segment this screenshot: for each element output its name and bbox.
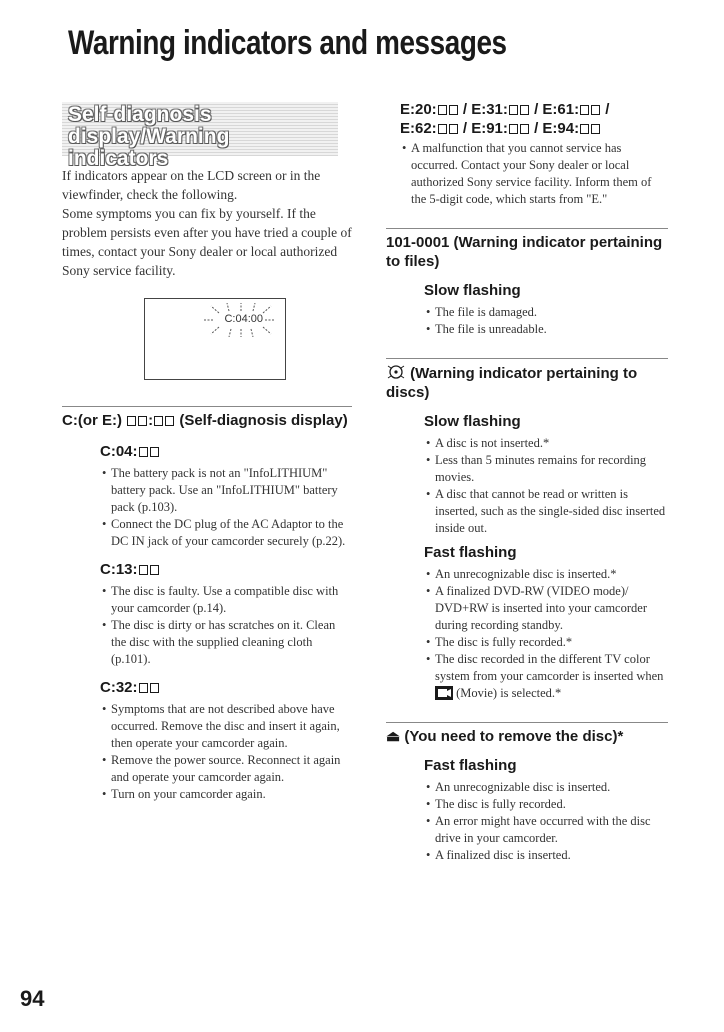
left-column <box>62 96 352 803</box>
banner-line-1: Self-diagnosis display/Warning <box>68 103 230 148</box>
divider <box>386 358 668 359</box>
digit-box-icon <box>591 124 600 134</box>
code-c13-heading <box>100 560 352 579</box>
code-label: C:04: <box>100 443 138 460</box>
list-item: • An unrecognizable disc is inserted. <box>426 779 668 796</box>
digit-box-icon <box>139 447 148 457</box>
digit-box-icon <box>449 105 458 115</box>
digit-box-icon <box>509 105 518 115</box>
lcd-code-text: C:04:00 <box>224 313 263 325</box>
file-warning-list <box>426 304 668 338</box>
separator: / <box>462 120 468 137</box>
disc-slow-subheading: Slow flashing <box>424 413 521 430</box>
disc-slow-list <box>426 435 668 537</box>
self-diagnosis-heading: C:(or E:) : (Self-diagnosis display) <box>62 412 348 429</box>
list-item: • A disc that cannot be read or written is inserted, such as the single-sided disc inserted inside out. <box>426 486 668 537</box>
separator: / <box>534 120 539 137</box>
eject-icon: ⏏ <box>386 728 401 745</box>
digit-box-icon <box>127 416 136 426</box>
movie-mode-icon <box>435 686 453 700</box>
self-diagnosis-prefix: C:(or E:) <box>62 412 122 429</box>
digit-box-icon <box>520 105 529 115</box>
digit-box-icon <box>138 416 147 426</box>
section-banner-title <box>68 104 338 170</box>
list-item: • The battery pack is not an "InfoLITHIUM" battery pack. Use an "InfoLITHIUM" battery pack (p.103). <box>102 465 352 516</box>
disc-fast-subheading: Fast flashing <box>424 544 517 561</box>
code-c32-list <box>102 701 352 803</box>
disc-warning-icon <box>386 363 406 381</box>
section-banner <box>62 102 338 170</box>
lcd-screen-illustration <box>144 298 286 380</box>
digit-box-icon <box>150 683 159 693</box>
list-item: • A disc is not inserted.* <box>426 435 668 452</box>
disc-warning-title: (Warning indicator pertaining to discs) <box>386 365 638 401</box>
list-item: • The disc is dirty or has scratches on it. Clean the disc with the supplied cleaning cloth (p.101). <box>102 617 352 668</box>
e-code-label: E:61: <box>542 101 580 118</box>
list-item: • A finalized DVD-RW (VIDEO mode)/ DVD+RW is inserted into your camcorder during recording standby. <box>426 583 668 634</box>
list-item: • The disc is fully recorded. <box>426 796 668 813</box>
separator: / <box>534 101 539 118</box>
right-column <box>386 100 668 864</box>
list-item: • An error might have occurred with the disc drive in your camcorder. <box>426 813 668 847</box>
digit-box-icon <box>449 124 458 134</box>
digit-box-icon <box>139 683 148 693</box>
list-item <box>426 651 668 702</box>
code-label: C:13: <box>100 561 138 578</box>
divider <box>386 722 668 723</box>
list-item: • The disc is fully recorded.* <box>426 634 668 651</box>
digit-box-icon <box>150 447 159 457</box>
page-number: 94 <box>20 986 45 1011</box>
remove-disc-list <box>426 779 668 864</box>
e-codes-list <box>402 140 668 208</box>
digit-box-icon <box>165 416 174 426</box>
digit-box-icon <box>154 416 163 426</box>
e-code-label: E:94: <box>542 120 580 137</box>
e-code-label: E:91: <box>471 120 508 137</box>
list-item: • The file is damaged. <box>426 304 668 321</box>
intro-paragraph-1: If indicators appear on the LCD screen or in the viewfinder, check the following. <box>62 168 321 202</box>
self-diagnosis-suffix: (Self-diagnosis display) <box>179 412 348 429</box>
code-c04-list <box>102 465 352 550</box>
code-label: C:32: <box>100 679 138 696</box>
digit-box-icon <box>580 105 589 115</box>
list-item: • An unrecognizable disc is inserted.* <box>426 566 668 583</box>
page-title: Warning indicators and messages <box>68 24 507 62</box>
e-code-label: E:31: <box>471 101 508 118</box>
disc-fast-list <box>426 566 668 702</box>
disc-warning-heading <box>386 363 668 402</box>
list-item: • Remove the power source. Reconnect it again and operate your camcorder again. <box>102 752 352 786</box>
list-item: • Symptoms that are not described above have occurred. Remove the disc and insert it again, then operate your camcorder again. <box>102 701 352 752</box>
code-c04-heading <box>100 442 352 461</box>
list-item: • Connect the DC plug of the AC Adaptor to the DC IN jack of your camcorder securely (p.22). <box>102 516 352 550</box>
list-item: • The file is unreadable. <box>426 321 668 338</box>
list-item: • A malfunction that you cannot service has occurred. Contact your Sony dealer or local authorized Sony service facility. Inform them of the 5-digit code, which starts from "E." <box>402 140 668 208</box>
code-c32-heading <box>100 678 352 697</box>
divider <box>386 228 668 229</box>
e-code-label: E:20: <box>400 101 437 118</box>
intro-paragraph-2: Some symptoms you can fix by yourself. If the problem persists even after you have tried a couple of times, contact your Sony dealer or local authorized Sony service facility. <box>62 206 352 278</box>
digit-box-icon <box>591 105 600 115</box>
remove-disc-heading <box>386 727 668 746</box>
digit-box-icon <box>438 105 447 115</box>
separator: / <box>605 101 610 118</box>
divider <box>62 406 352 407</box>
remove-disc-subheading: Fast flashing <box>424 757 517 774</box>
digit-box-icon <box>520 124 529 134</box>
digit-box-icon <box>509 124 518 134</box>
remove-disc-title: (You need to remove the disc)* <box>404 728 624 745</box>
banner-line-2: indicators <box>68 147 169 170</box>
list-item: • Turn on your camcorder again. <box>102 786 352 803</box>
list-item-text: (Movie) is selected.* <box>456 686 562 700</box>
file-warning-heading: 101-0001 (Warning indicator pertaining to files) <box>386 234 663 270</box>
list-item: • Less than 5 minutes remains for recording movies. <box>426 452 668 486</box>
intro-text <box>62 166 352 280</box>
digit-box-icon <box>438 124 447 134</box>
file-warning-subheading: Slow flashing <box>424 282 521 299</box>
list-item: • A finalized disc is inserted. <box>426 847 668 864</box>
e-codes-heading <box>400 100 668 138</box>
digit-box-icon <box>139 565 148 575</box>
list-item-text: The disc recorded in the different TV color system from your camcorder is inserted when <box>435 652 664 683</box>
e-code-label: E:62: <box>400 120 437 137</box>
digit-box-icon <box>580 124 589 134</box>
digit-box-icon <box>150 565 159 575</box>
code-c13-list <box>102 583 352 668</box>
separator: / <box>462 101 468 118</box>
list-item: • The disc is faulty. Use a compatible disc with your camcorder (p.14). <box>102 583 352 617</box>
